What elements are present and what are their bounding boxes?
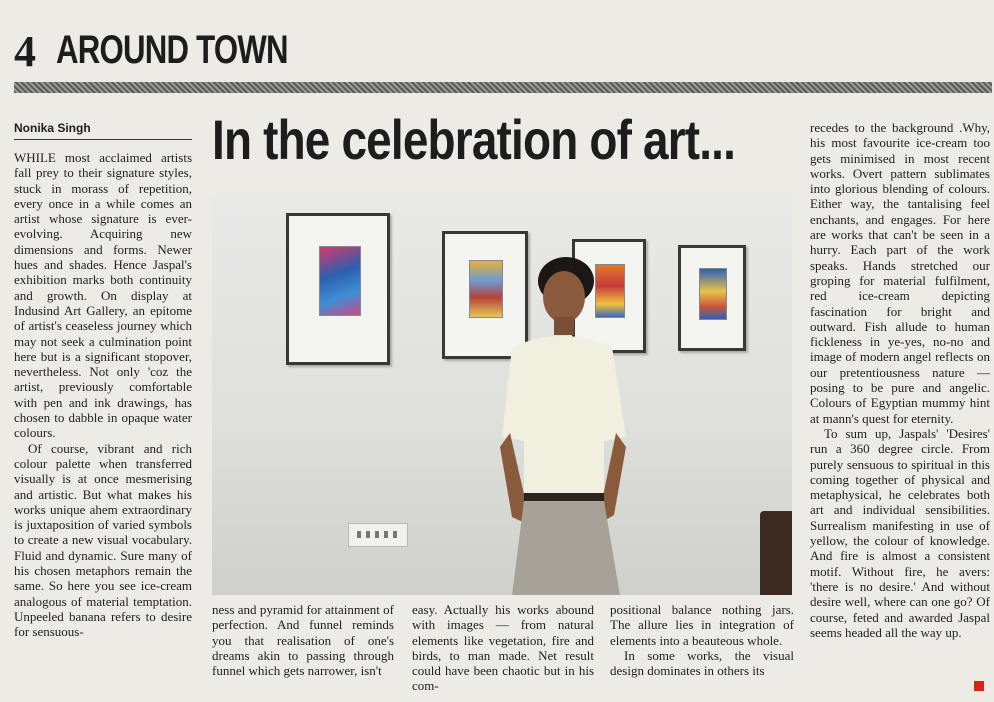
section-title: AROUND TOWN <box>56 28 288 72</box>
header-rule <box>14 82 992 93</box>
paragraph: WHILE most acclaimed artists fall prey to their signature styles, stuck in morass of repetition, every once in a while comes an artist whose signature is ever-evolving. Acquiring new dimensions and forms. Newer hues and shades. Hence Jaspal's exhibition marks both continuity and growth. On display at Indusind Art Gallery, an epitome of artist's ceaseless journey which may not seek a culmination point here but is a significant stopover, nevertheless. Not only 'coz the artist, previously comfortable with pen and ink drawings, has chosen to dabble in opaque water colours. <box>14 150 192 441</box>
paragraph: In some works, the visual design dominates in others its <box>610 647 794 679</box>
paragraph: easy. Actually his works abound with images — from natural elements like vegetation, fire and birds, to man made. Net result could have been chaotic but in his com- <box>412 602 594 694</box>
headline: In the celebration of art... <box>212 108 736 171</box>
byline: Nonika Singh <box>14 121 192 140</box>
paragraph: recedes to the background .Why, his most favourite ice-cream too gets minimised in most recent works. Overt pattern sublimates into glorious blending of colours. Either way, the tantalising feel enchants, and engages. For here are works that can't be seen in a hurry. Each part of the work speaks. Hands stretched our groping for material fulfilment, red ice-cream depicting fascination for bright and outward. Fish allude to human fickleness in ye-yes, no-no and image of modern angel reflects on our pretentiousness nature — posing to be pure and angelic. Colours of Egyptian mummy hint at mann's quest for eternity. <box>810 120 990 426</box>
article-column-2 <box>212 602 394 678</box>
chair <box>760 511 792 595</box>
article-column-1 <box>14 150 192 640</box>
paragraph: Of course, vibrant and rich colour palette when transferred visually is at once mesmerising and artistic. But what makes his works unique ahem extraordinary is juxtaposition of varied symbols to create a new visual vocabulary. Fluid and dynamic. Sure many of his chosen metaphors remain the same. So here you see ice-cream analogous of material temptation. Unpeeled banana refers to desire for sensuous- <box>14 440 192 640</box>
page-number: 4 <box>14 27 35 76</box>
paragraph: To sum up, Jaspals' 'Desires' run a 360 degree circle. From purely sensuous to spiritual in this coming together of physical and metaphysical, he celebrates both art and individual sensibilities. Surrealism manifesting in use of yellow, the colour of knowledge. And fire is almost a consistent motif. Without fire, he avers: 'there is no desire.' And without desire well, where can one go? Of course, feted and awarded Jaspal seems headed all the way up. <box>810 425 990 640</box>
end-mark <box>974 681 984 691</box>
article-column-3 <box>412 602 594 694</box>
gallery-photo <box>212 197 792 595</box>
paragraph: ness and pyramid for attainment of perfection. And funnel reminds you that realisation of one's dreams akin to passing through funnel which gets narrower, isn't <box>212 602 394 679</box>
paragraph: positional balance nothing jars. The allure lies in integration of elements into a beauteous whole. <box>610 602 794 648</box>
artist-figure <box>212 197 792 595</box>
wall-switchboard <box>348 523 408 547</box>
article-column-5 <box>810 120 990 640</box>
article-column-4 <box>610 602 794 678</box>
